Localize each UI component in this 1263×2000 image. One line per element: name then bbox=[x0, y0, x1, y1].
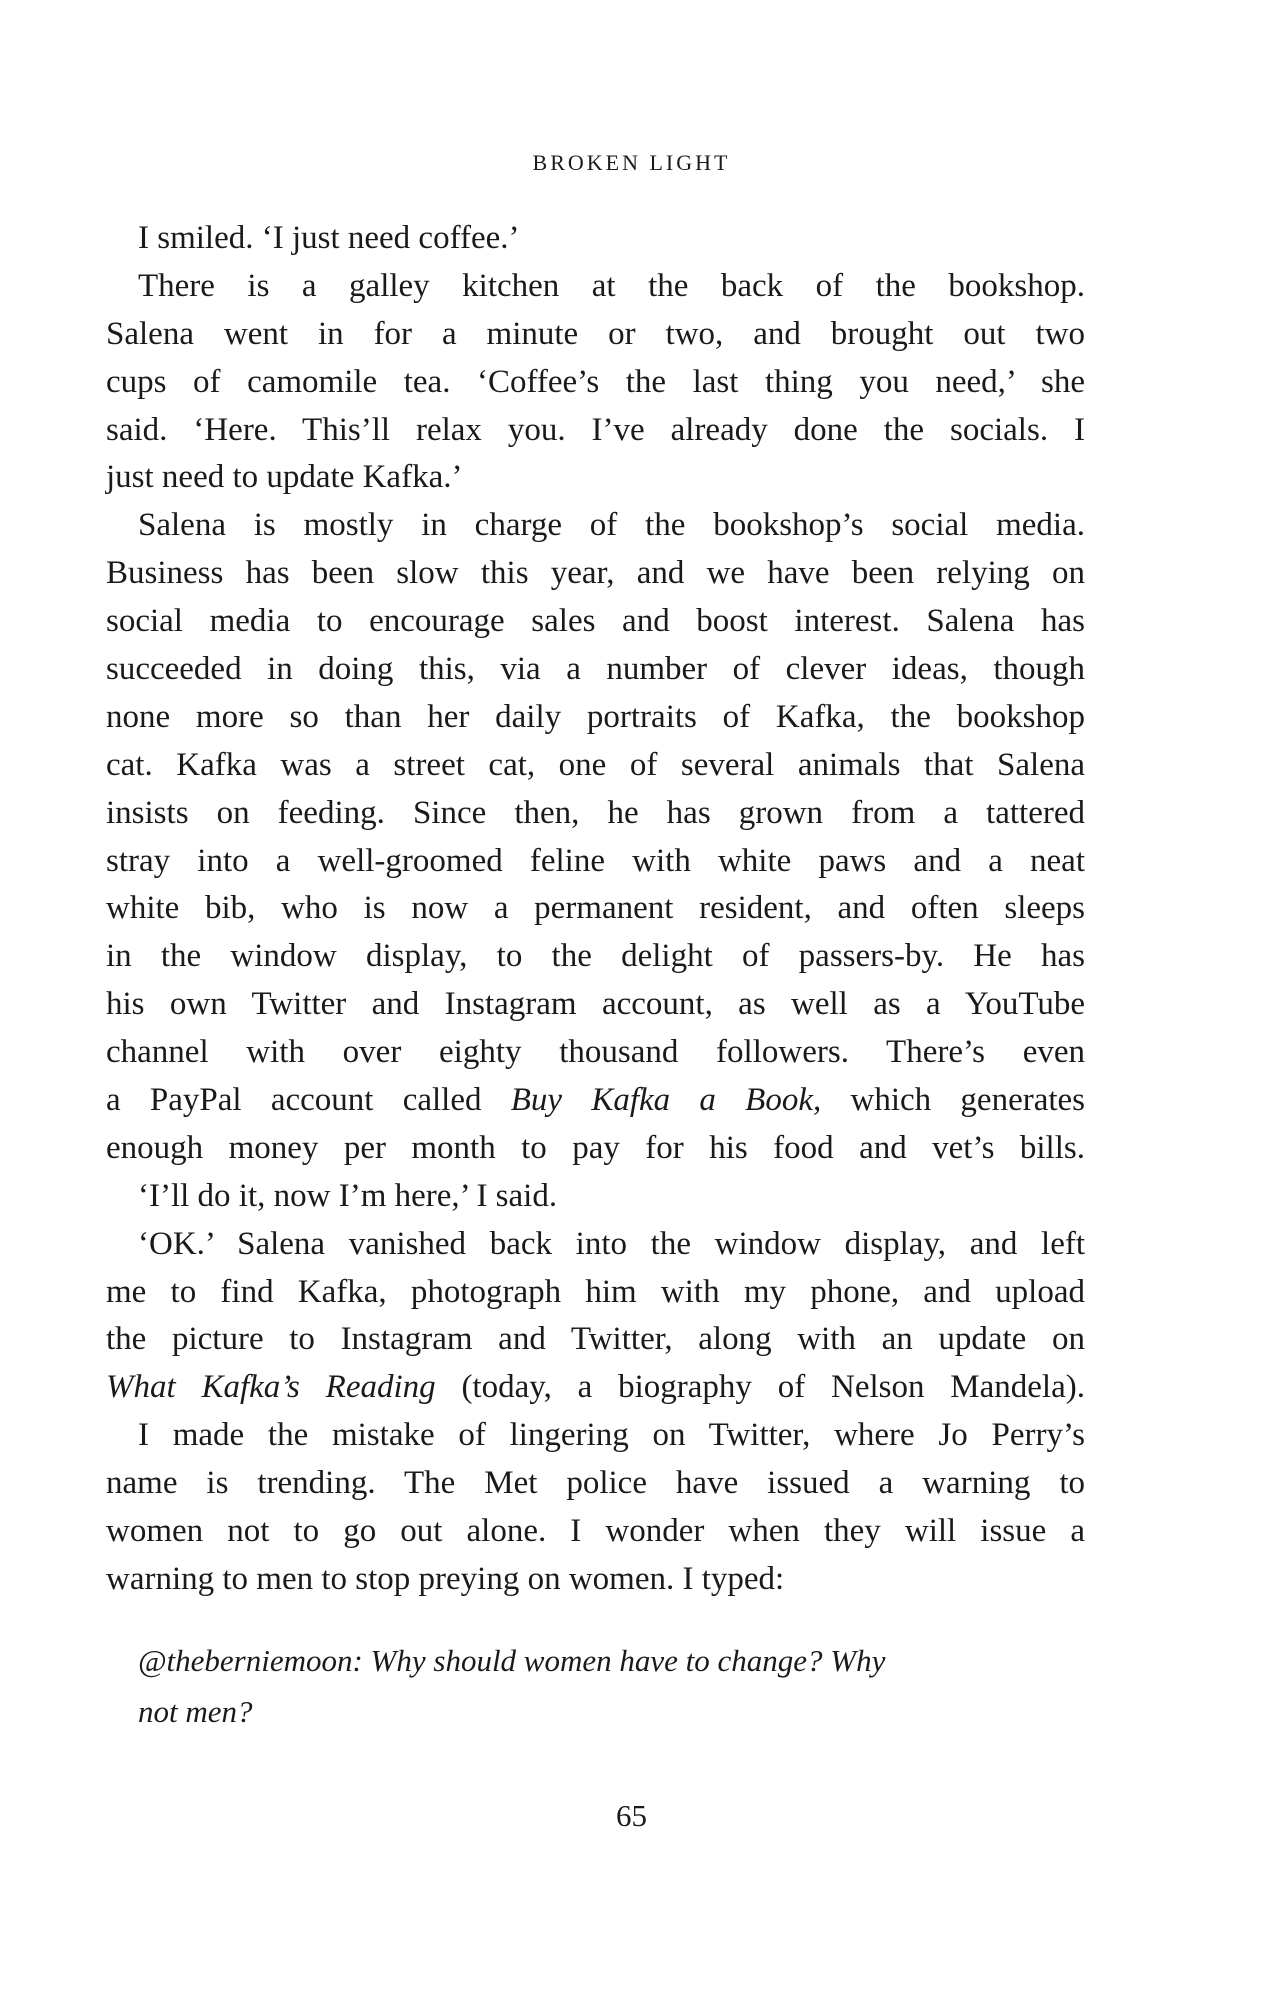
text-line: cups of camomile tea. ‘Coffee’s the last thing you need,’ she bbox=[106, 363, 1085, 400]
italic-title: What Kafka’s Reading bbox=[106, 1369, 436, 1406]
text-segment: which generates bbox=[821, 1082, 1086, 1119]
text-line: white bib, who is now a permanent resident, and often sleeps bbox=[106, 890, 1085, 927]
text-line: me to find Kafka, photograph him with my phone, and upload bbox=[106, 1273, 1085, 1310]
text-line: the picture to Instagram and Twitter, along with an update on bbox=[106, 1321, 1085, 1358]
text-line: ‘OK.’ Salena vanished back into the window display, and left bbox=[138, 1225, 1085, 1262]
text-line: insists on feeding. Since then, he has grown from a tattered bbox=[106, 794, 1085, 831]
text-line: channel with over eighty thousand followers. There’s even bbox=[106, 1034, 1085, 1071]
text-segment: (today, a biography of Nelson Mandela). bbox=[435, 1369, 1085, 1406]
text-line: social media to encourage sales and boost interest. Salena has bbox=[106, 603, 1085, 640]
text-line: none more so than her daily portraits of Kafka, the bookshop bbox=[106, 698, 1085, 735]
text-line: I made the mistake of lingering on Twitter, where Jo Perry’s bbox=[138, 1417, 1085, 1454]
tweet-line: @theberniemoon: Why should women have to change? Why bbox=[138, 1643, 886, 1678]
text-line: his own Twitter and Instagram account, as well as a YouTube bbox=[106, 986, 1085, 1023]
text-line: stray into a well-groomed feline with white paws and a neat bbox=[106, 842, 1085, 879]
text-line bbox=[106, 1077, 1085, 1125]
text-line: Salena went in for a minute or two, and brought out two bbox=[106, 315, 1085, 352]
text-line: in the window display, to the delight of passers-by. He has bbox=[106, 938, 1085, 975]
text-line: I smiled. ‘I just need coffee.’ bbox=[138, 220, 520, 256]
text-line: cat. Kafka was a street cat, one of several animals that Salena bbox=[106, 746, 1085, 783]
text-line: ‘I’ll do it, now I’m here,’ I said. bbox=[138, 1177, 558, 1214]
running-head: BROKEN LIGHT bbox=[532, 150, 731, 175]
text-segment: a PayPal account called bbox=[106, 1082, 511, 1119]
body-text bbox=[106, 215, 1085, 1604]
text-line bbox=[106, 1364, 1085, 1412]
italic-title: Buy Kafka a Book, bbox=[510, 1082, 822, 1119]
tweet-line: not men? bbox=[138, 1694, 253, 1729]
text-line: Salena is mostly in charge of the bookshop’s social media. bbox=[138, 507, 1085, 544]
text-line: There is a galley kitchen at the back of the bookshop. bbox=[138, 267, 1085, 304]
text-line: name is trending. The Met police have issued a warning to bbox=[106, 1465, 1085, 1502]
page-number: 65 bbox=[616, 1798, 647, 1833]
text-line: just need to update Kafka.’ bbox=[106, 459, 463, 496]
text-line: said. ‘Here. This’ll relax you. I’ve already done the socials. I bbox=[106, 411, 1085, 448]
text-line: Business has been slow this year, and we have been relying on bbox=[106, 555, 1085, 592]
tweet-quote bbox=[138, 1635, 1058, 1737]
text-line: women not to go out alone. I wonder when they will issue a bbox=[106, 1513, 1085, 1550]
text-line: succeeded in doing this, via a number of clever ideas, though bbox=[106, 651, 1085, 688]
text-line: enough money per month to pay for his food and vet’s bills. bbox=[106, 1129, 1085, 1166]
text-line: warning to men to stop preying on women. I typed: bbox=[106, 1560, 785, 1597]
